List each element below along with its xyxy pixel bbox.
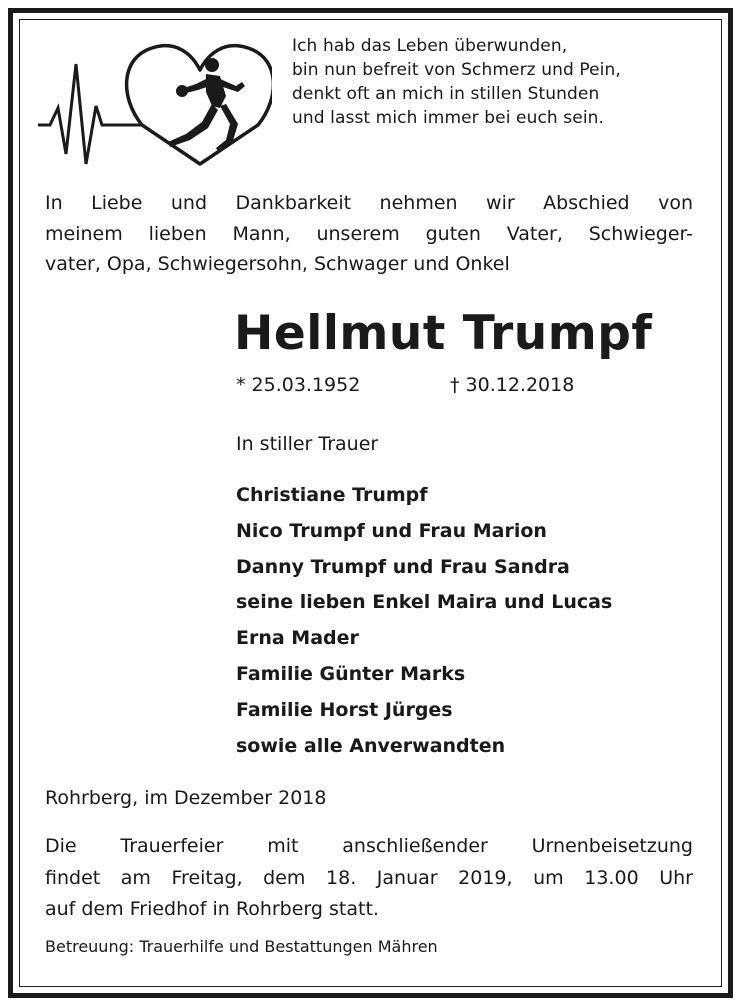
deceased-name: Hellmut Trumpf — [234, 306, 653, 361]
life-dates — [236, 374, 656, 396]
poem-line: und lasst mich immer bei euch sein. — [292, 108, 605, 128]
intro-text — [45, 188, 693, 280]
service-line: Die Trauerfeier mit anschließender Urnenbeisetzung — [45, 835, 693, 857]
mourner-name: seine lieben Enkel Maira und Lucas — [236, 591, 613, 614]
mourner-name: Familie Günter Marks — [236, 662, 466, 685]
mourner-name: Danny Trumpf und Frau Sandra — [236, 555, 570, 578]
intro-line: vater, Opa, Schwiegersohn, Schwager und Onkel — [45, 253, 510, 275]
intro-line: meinem lieben Mann, unserem guten Vater, Schwieger- — [45, 222, 693, 245]
place-and-date: Rohrberg, im Dezember 2018 — [45, 787, 327, 809]
mourners-list — [236, 478, 706, 764]
poem-line: bin nun befreit von Schmerz und Pein, — [292, 60, 621, 80]
ball-icon — [176, 85, 188, 97]
mourner-name: sowie alle Anverwandten — [236, 734, 506, 757]
service-line: findet am Freitag, dem 18. Januar 2019, um 13.00 Uhr — [45, 866, 693, 889]
intro-line: In Liebe und Dankbarkeit nehmen wir Abschied von — [45, 192, 693, 214]
handball-player-icon — [168, 58, 245, 153]
funeral-care-credit: Betreuung: Trauerhilfe und Bestattungen Mähren — [45, 937, 438, 956]
funeral-service-info — [45, 831, 693, 926]
poem-line: Ich hab das Leben überwunden, — [292, 36, 568, 56]
death-date: † 30.12.2018 — [450, 374, 575, 396]
poem — [292, 34, 702, 130]
mourner-name: Christiane Trumpf — [236, 484, 428, 506]
service-line: auf dem Friedhof in Rohrberg statt. — [45, 898, 379, 920]
mourner-name: Erna Mader — [236, 627, 359, 650]
mourner-name: Familie Horst Jürges — [236, 698, 453, 721]
mourning-heading: In stiller Trauer — [236, 433, 379, 455]
mourner-name: Nico Trumpf und Frau Marion — [236, 519, 547, 542]
poem-line: denkt oft an mich in stillen Stunden — [292, 84, 600, 104]
heartbeat-heart-handball-icon — [36, 36, 272, 172]
birth-date: * 25.03.1952 — [236, 374, 361, 396]
